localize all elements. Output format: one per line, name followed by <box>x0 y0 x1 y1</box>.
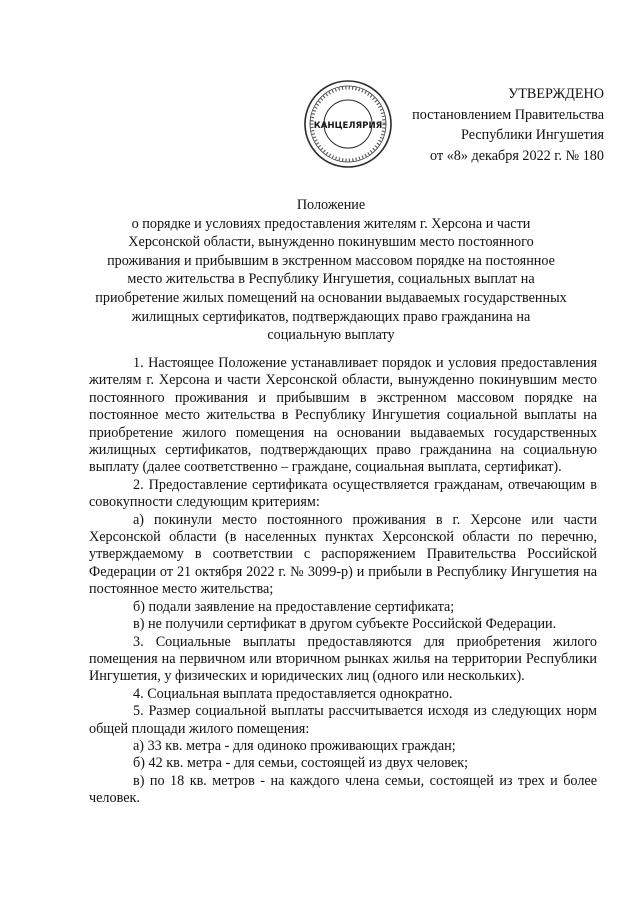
paragraph-5a: а) 33 кв. метра - для одиноко проживающих граждан; <box>133 737 456 754</box>
title-line: приобретение жилых помещений на основании выдаваемых государственных <box>95 289 567 306</box>
approval-line-resolution: постановлением Правительства <box>412 106 604 123</box>
paragraph-3: 3. Социальные выплаты предоставляются для приобретения жилого помещения на первичном или вторичном рынках жилья на территории Республики Ингушетия, у физических и юридических лиц (одного или нескольких). <box>89 633 597 685</box>
paragraph-2: 2. Предоставление сертификата осуществляется гражданам, отвечающим в совокупности следующим критериям: <box>89 476 597 511</box>
title-line: Херсонской области, вынужденно покинувшим место постоянного <box>128 234 534 251</box>
paragraph-2c: в) не получили сертификат в другом субъекте Российской Федерации. <box>133 616 557 633</box>
approval-line-republic: Республики Ингушетия <box>460 127 604 143</box>
approval-line-date: от «8» декабря 2022 г. № 180 <box>430 147 604 164</box>
office-seal-stamp <box>303 79 393 169</box>
title-line: социальную выплату <box>267 327 395 344</box>
title-line: Положение <box>296 197 366 213</box>
document-title <box>66 196 596 345</box>
title-line: проживания и прибывшим в экстренном массовом порядке на постоянное <box>107 252 555 269</box>
document-body <box>89 355 597 808</box>
approval-heading: УТВЕРЖДЕНО <box>508 86 604 102</box>
paragraph-5c: в) по 18 кв. метров - на каждого члена семьи, состоящей из трех и более человек. <box>89 772 597 807</box>
approval-block <box>412 84 604 166</box>
title-line: о порядке и условиях предоставления жителям г. Херсона и части <box>131 215 531 232</box>
title-line: место жительства в Республику Ингушетия, социальных выплат на <box>127 271 535 288</box>
title-line: жилищных сертификатов, подтверждающих право гражданина на <box>131 308 531 325</box>
paragraph-5: 5. Размер социальной выплаты рассчитывается исходя из следующих норм общей площади жилого помещения: <box>89 703 597 737</box>
paragraph-2a: а) покинули место постоянного проживания в г. Херсоне или части Херсонской области (в населенных пунктах Херсонской области по перечню, утверждаемому в соответствии с распоряжением Правительства Российской Федерации от 21 октября 2022 г. № 3099-р) и прибыли в Республику Ингушетия на постоянное место жительства; <box>89 511 597 598</box>
paragraph-4: 4. Социальная выплата предоставляется однократно. <box>133 685 453 702</box>
paragraph-1: 1. Настоящее Положение устанавливает порядок и условия предоставления жителям г. Херсона и части Херсонской области, вынужденно покинувшим место постоянного проживания и прибывшим в экстренном массовом порядке на постоянное место жительства в Республику Ингушетия социальной выплаты на приобретение жилого помещения на основании выдаваемых государственных жилищных сертификатов, подтверждающих право гражданина на социальную выплату (далее соответственно – граждане, социальная выплата, сертификат). <box>89 355 597 476</box>
seal-center-text: КАНЦЕЛЯРИЯ <box>313 121 383 131</box>
paragraph-5b: б) 42 кв. метра - для семьи, состоящей из двух человек; <box>133 755 469 772</box>
paragraph-2b: б) подали заявление на предоставление сертификата; <box>133 598 455 615</box>
